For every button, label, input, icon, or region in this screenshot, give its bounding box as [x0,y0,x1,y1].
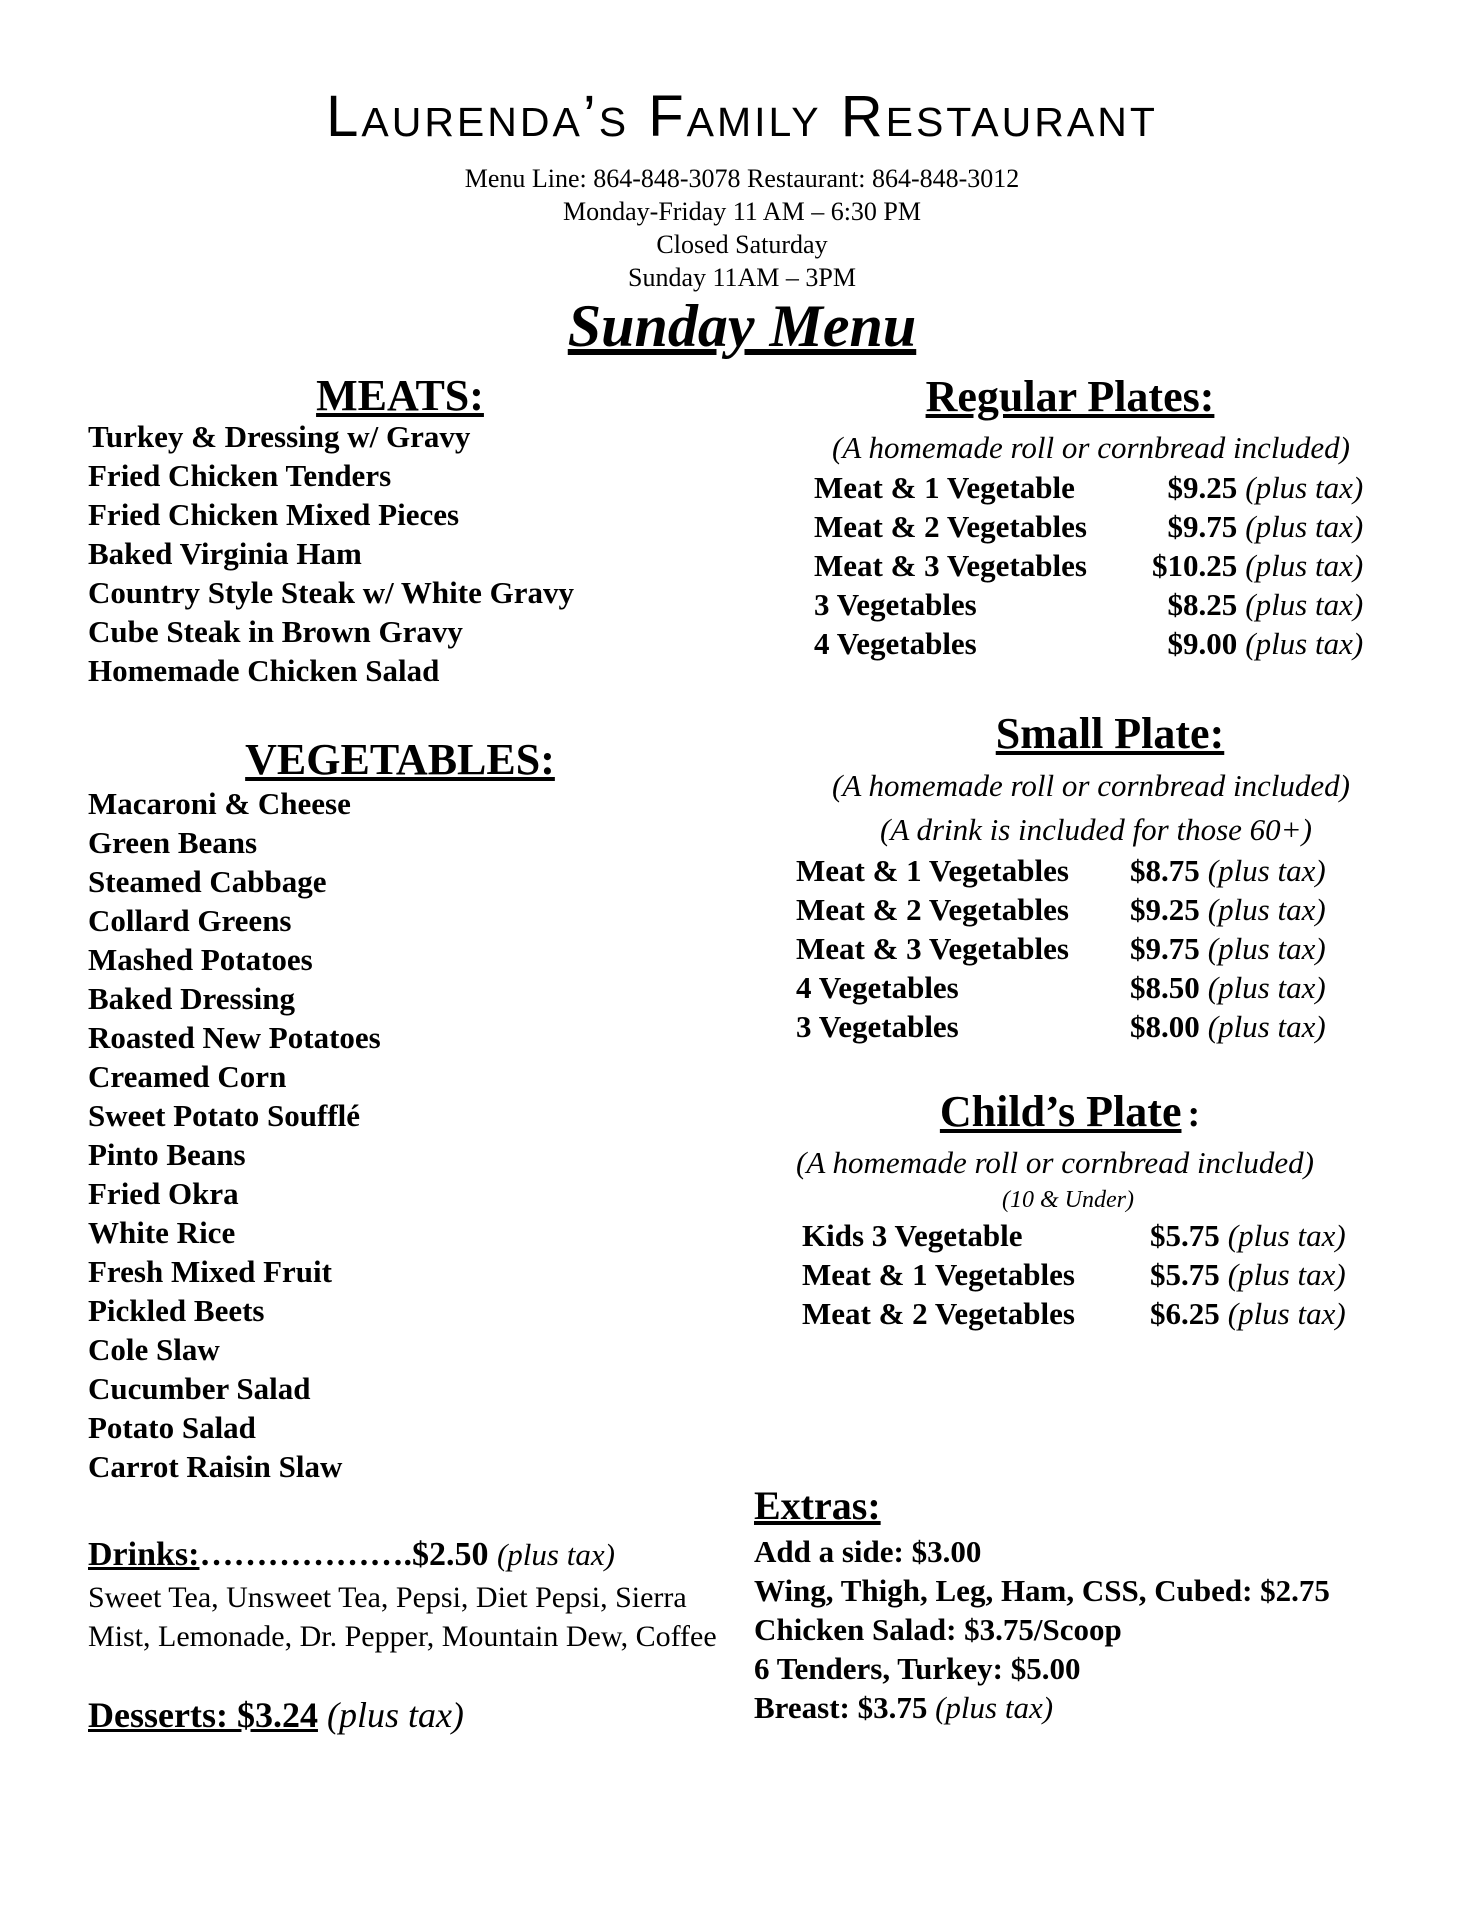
list-item: 6 Tenders, Turkey: $5.00 [754,1651,1081,1686]
menu-title: Sunday Menu [567,293,917,359]
breast-tax: (plus tax) [935,1690,1054,1725]
list-item: Fried Chicken Tenders [88,458,392,493]
vegetables-list [88,784,381,1486]
meats-heading: MEATS: [316,371,484,420]
table-row [796,1007,1326,1046]
drinks-dots: ………………. [199,1536,412,1573]
plate-tax: (plus tax) [1227,1296,1346,1331]
childs-plate-note: (A homemade roll or cornbread included) [796,1145,1315,1180]
plate-price: $10.25 [1152,548,1238,583]
table-row [814,624,1363,663]
plate-label: 3 Vegetables [814,587,977,622]
plate-label: 3 Vegetables [796,1009,959,1044]
list-item: Green Beans [88,825,258,860]
plate-price: $9.75 [1167,509,1238,544]
plate-price: $9.75 [1130,931,1200,966]
list-item: Pickled Beets [88,1293,265,1328]
restaurant-title: Laurenda’s Family Restaurant [326,84,1158,149]
hours-saturday: Closed Saturday [656,230,828,259]
plate-tax: (plus tax) [1207,1009,1326,1044]
regular-plates-note: (A homemade roll or cornbread included) [832,430,1351,465]
plate-tax: (plus tax) [1207,970,1326,1005]
list-item: Wing, Thigh, Leg, Ham, CSS, Cubed: $2.75 [754,1573,1330,1608]
table-row [802,1294,1346,1333]
childs-plate-heading: Child’s Plate [939,1087,1182,1136]
list-item: Cole Slaw [88,1332,220,1367]
plate-label: 4 Vegetables [796,970,959,1005]
list-item: Fresh Mixed Fruit [88,1254,332,1289]
plate-tax: (plus tax) [1207,853,1326,888]
list-item: Cucumber Salad [88,1371,311,1406]
table-row [796,851,1326,890]
list-item: Add a side: $3.00 [754,1534,982,1569]
plate-tax: (plus tax) [1207,892,1326,927]
drinks-label: Drinks: [88,1536,200,1573]
list-item: Homemade Chicken Salad [88,653,440,688]
plate-price: $8.00 [1130,1009,1200,1044]
plate-label: Meat & 3 Vegetables [796,931,1069,966]
vegetables-heading: VEGETABLES: [245,735,555,784]
list-item: Fried Chicken Mixed Pieces [88,497,460,532]
small-plate-table [796,851,1326,1046]
childs-plate-heading-row [760,1087,1380,1136]
list-item: Macaroni & Cheese [88,786,351,821]
plate-tax: (plus tax) [1245,548,1364,583]
list-item: Turkey & Dressing w/ Gravy [88,419,471,454]
list-item: Mashed Potatoes [88,942,313,977]
desserts-line [88,1697,464,1733]
plate-label: Meat & 1 Vegetable [814,470,1075,505]
plate-label: Kids 3 Vegetable [802,1218,1023,1253]
phone-line: Menu Line: 864-848-3078 Restaurant: 864-848-3012 [464,164,1020,193]
list-item: Collard Greens [88,903,292,938]
plate-tax: (plus tax) [1207,931,1326,966]
table-row [814,585,1363,624]
desserts-label: Desserts: $3.24 [88,1695,318,1735]
list-item: Roasted New Potatoes [88,1020,381,1055]
plate-tax: (plus tax) [1227,1257,1346,1292]
plate-price: $6.25 [1150,1296,1220,1331]
plate-label: Meat & 3 Vegetables [814,548,1087,583]
list-item: Country Style Steak w/ White Gravy [88,575,574,610]
plate-price: $5.75 [1150,1218,1220,1253]
plate-tax: (plus tax) [1245,587,1364,622]
plate-label: Meat & 1 Vegetables [796,853,1069,888]
plate-label: Meat & 1 Vegetables [802,1257,1075,1292]
childs-plate-age-note: (10 & Under) [1002,1187,1134,1213]
extras-list [754,1532,1330,1727]
meats-list [88,417,574,690]
table-row [802,1255,1346,1294]
list-item: Creamed Corn [88,1059,287,1094]
list-item: White Rice [88,1215,236,1250]
plate-tax: (plus tax) [1245,626,1364,661]
hours-sunday: Sunday 11AM – 3PM [627,263,856,292]
drinks-list: Sweet Tea, Unsweet Tea, Pepsi, Diet Pepsi, Sierra Mist, Lemonade, Dr. Pepper, Mountain Dew, Coffee [88,1581,717,1653]
plate-price: $8.75 [1130,853,1200,888]
table-row [802,1216,1346,1255]
plate-price: $9.25 [1130,892,1200,927]
list-item: Carrot Raisin Slaw [88,1449,343,1484]
table-row [796,890,1326,929]
list-item: Cube Steak in Brown Gravy [88,614,463,649]
list-item: Potato Salad [88,1410,256,1445]
plate-label: 4 Vegetables [814,626,977,661]
list-item: Baked Dressing [88,981,295,1016]
drinks-price: $2.50 [411,1536,489,1573]
plate-tax: (plus tax) [1227,1218,1346,1253]
plate-tax: (plus tax) [1245,509,1364,544]
regular-plates-heading: Regular Plates: [925,372,1215,421]
list-item: Chicken Salad: $3.75/Scoop [754,1612,1122,1647]
list-item: Pinto Beans [88,1137,246,1172]
hours-weekday: Monday-Friday 11 AM – 6:30 PM [563,197,921,226]
drinks-heading [88,1538,615,1572]
plate-label: Meat & 2 Vegetables [796,892,1069,927]
table-row [796,929,1326,968]
small-plate-note-drink: (A drink is included for those 60+) [880,812,1312,847]
breast-label: Breast: $3.75 [754,1690,928,1725]
childs-plate-table [802,1216,1346,1333]
plate-label: Meat & 2 Vegetables [802,1296,1075,1331]
list-item: Baked Virginia Ham [88,536,362,571]
plate-price: $8.50 [1130,970,1200,1005]
plate-tax: (plus tax) [1245,470,1364,505]
plate-price: $9.00 [1167,626,1238,661]
table-row [796,968,1326,1007]
extras-heading: Extras: [754,1483,881,1528]
list-item [754,1688,1330,1727]
list-item: Sweet Potato Soufflé [88,1098,361,1133]
list-item: Steamed Cabbage [88,864,327,899]
list-item: Fried Okra [88,1176,239,1211]
desserts-tax: (plus tax) [326,1695,464,1735]
plate-price: $9.25 [1167,470,1238,505]
plate-price: $8.25 [1167,587,1238,622]
small-plate-note: (A homemade roll or cornbread included) [832,768,1351,803]
regular-plates-table [814,468,1363,663]
plate-label: Meat & 2 Vegetables [814,509,1087,544]
table-row [814,507,1363,546]
drinks-tax: (plus tax) [496,1537,615,1572]
table-row [814,468,1363,507]
plate-price: $5.75 [1150,1257,1220,1292]
small-plate-heading: Small Plate: [995,709,1225,758]
table-row [814,546,1363,585]
childs-plate-colon: : [1187,1093,1201,1135]
